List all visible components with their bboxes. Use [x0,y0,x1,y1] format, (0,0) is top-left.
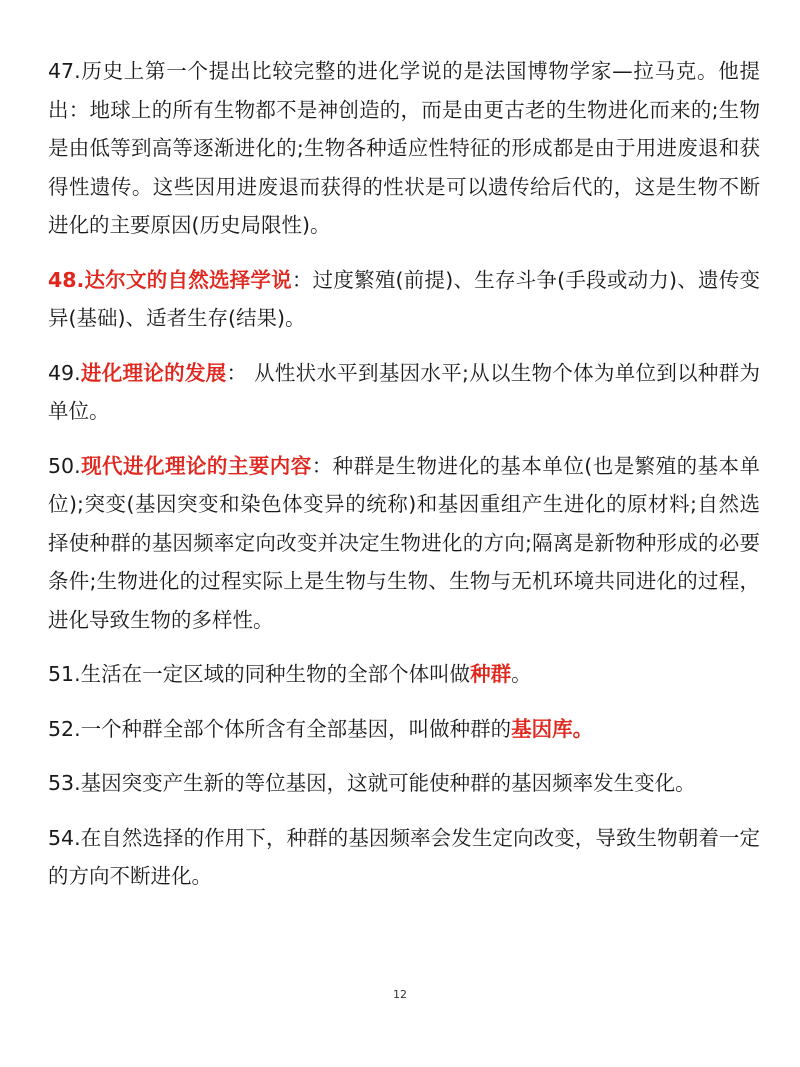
paragraph-53-text: 53.基因突变产生新的等位基因，这就可能使种群的基因频率发生变化。 [48,771,696,795]
paragraph-51 [48,655,760,694]
paragraph-49 [48,354,760,431]
paragraph-50-text: ：种群是生物进化的基本单位(也是繁殖的基本单位);突变(基因突变和染色体变异的统称)和基因重组产生进化的原材料;自然选择使种群的基因频率定向改变并决定生物进化的方向;隔离是新物种形成的必要条件;生物进化的过程实际上是生物与生物、生物与无机环境共同进化的过程，进化导致生物的多样性。 [48,453,761,632]
paragraph-48-heading: 48.达尔文的自然选择学说 [48,267,292,292]
paragraph-52-highlight: 基因库。 [511,716,594,741]
paragraph-49-text: ： 从性状水平到基因水平;从以生物个体为单位到以种群为单位。 [48,360,761,423]
paragraph-54-text: 54.在自然选择的作用下，种群的基因频率会发生定向改变，导致生物朝着一定的方向不断进化。 [48,825,760,888]
paragraph-48-text: ：过度繁殖(前提)、生存斗争(手段或动力)、遗传变异(基础)、适者生存(结果)。 [48,267,760,330]
paragraph-52-text: 52.一个种群全部个体所含有全部基因，叫做种群的 [48,716,512,741]
paragraph-52 [48,710,760,749]
paragraph-53 [48,764,760,803]
paragraph-51-highlight: 种群 [470,662,512,686]
paragraph-50-heading: 现代进化理论的主要内容 [80,453,312,478]
paragraph-51-text: 51.生活在一定区域的同种生物的全部个体叫做 [48,662,471,686]
paragraph-48 [48,261,760,338]
paragraph-50 [48,447,760,640]
page-number: 12 [393,988,407,1001]
paragraph-47 [48,52,760,245]
paragraph-50-number: 50. [48,453,81,478]
paragraph-54 [48,819,760,896]
paragraph-49-heading: 进化理论的发展 [80,360,227,385]
paragraph-51-end: 。 [511,662,532,686]
paragraph-49-number: 49. [48,360,81,385]
paragraph-47-text: 47.历史上第一个提出比较完整的进化学说的是法国博物学家—拉马克。他提出：地球上的所有生物都不是神创造的，而是由更古老的生物进化而来的;生物是由低等到高等逐渐进化的;生物各种适应性特征的形成都是由于用进废退和获得性遗传。这些因用进废退而获得的性状是可以遗传给后代的，这是生物不断进化的主要原因(历史局限性)。 [48,59,760,237]
document-body [48,52,760,912]
